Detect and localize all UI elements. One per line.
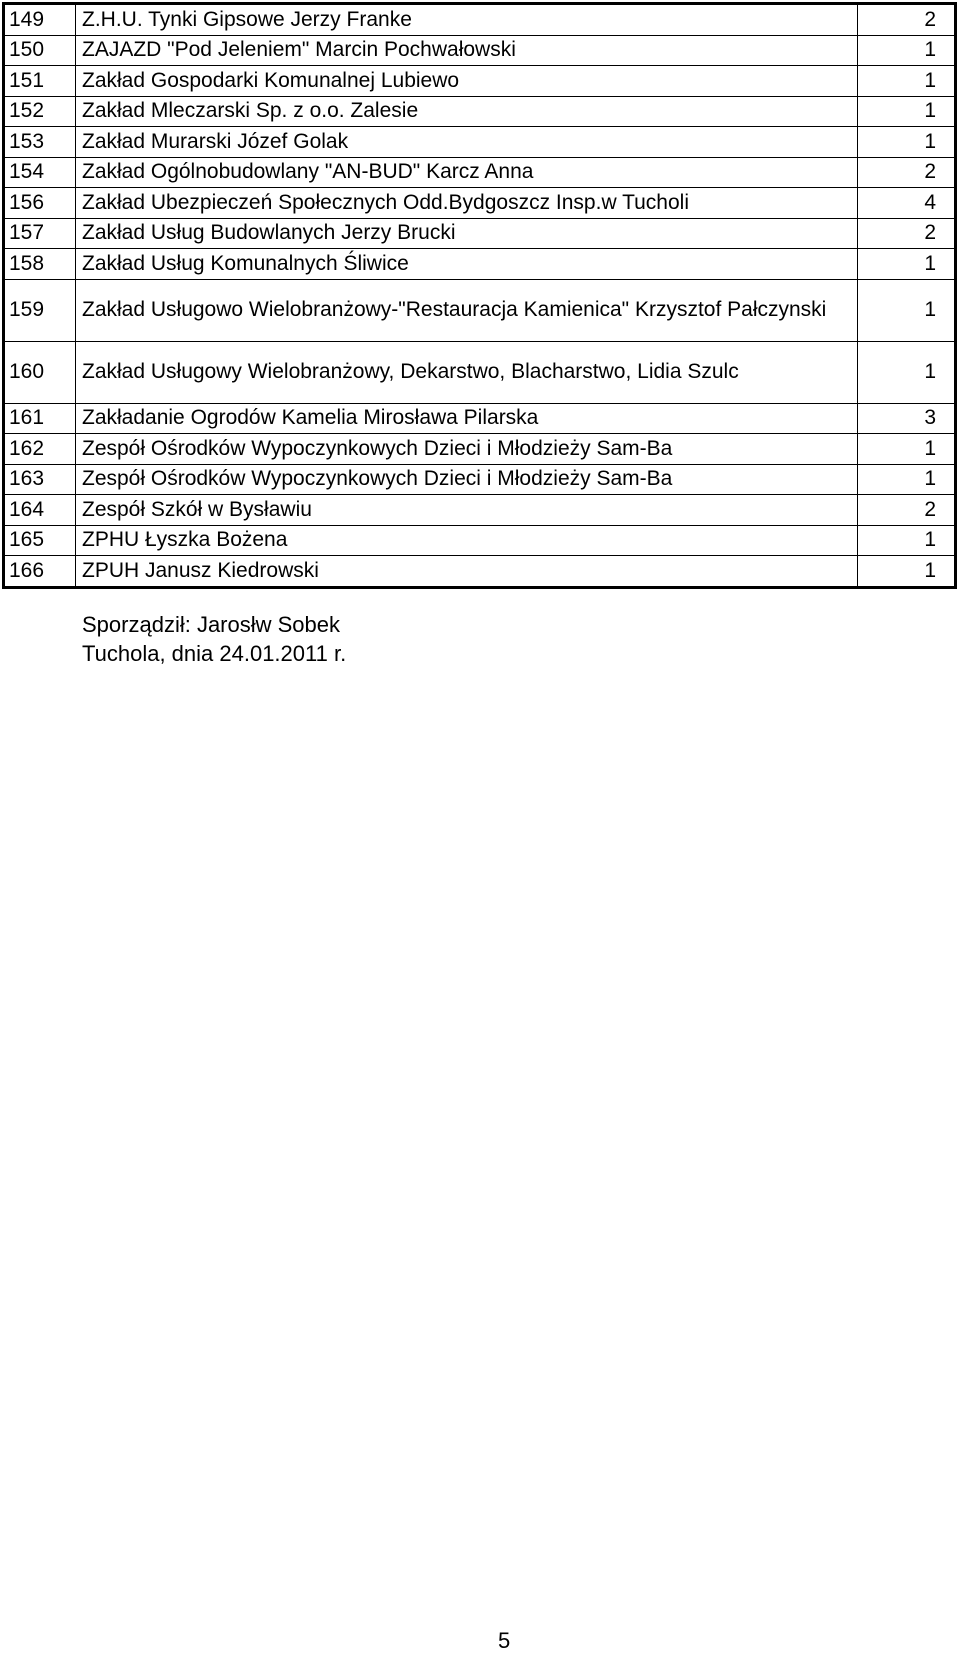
table-row: [4, 188, 956, 219]
count-value: 3: [858, 403, 956, 434]
row-number: 159: [4, 279, 76, 341]
employer-name: Zespół Ośrodków Wypoczynkowych Dzieci i Młodzieży Sam-Ba: [76, 464, 858, 495]
row-number: 157: [4, 218, 76, 249]
row-number: 163: [4, 464, 76, 495]
row-number: 164: [4, 495, 76, 526]
row-number: 158: [4, 249, 76, 280]
table-row: [4, 556, 956, 588]
row-number: 160: [4, 341, 76, 403]
count-value: 1: [858, 434, 956, 465]
count-value: 1: [858, 96, 956, 127]
row-number: 151: [4, 66, 76, 97]
table-row: [4, 525, 956, 556]
prepared-by: Sporządził: Jarosłw Sobek: [82, 612, 341, 637]
employer-name: Zakład Gospodarki Komunalnej Lubiewo: [76, 66, 858, 97]
employer-name: ZAJAZD "Pod Jeleniem" Marcin Pochwałowski: [76, 35, 858, 66]
row-number: 161: [4, 403, 76, 434]
employer-name: Zakład Usługowy Wielobranżowy, Dekarstwo, Blacharstwo, Lidia Szulc: [76, 341, 858, 403]
employer-name: Zespół Szkół w Bysławiu: [76, 495, 858, 526]
count-value: 2: [858, 4, 956, 36]
row-number: 150: [4, 35, 76, 66]
employer-name: Zakład Mleczarski Sp. z o.o. Zalesie: [76, 96, 858, 127]
document-footer: [82, 610, 346, 668]
employer-name: Zakładanie Ogrodów Kamelia Mirosława Pilarska: [76, 403, 858, 434]
row-number: 149: [4, 4, 76, 36]
table-row: [4, 66, 956, 97]
employer-name: Zakład Usługowo Wielobranżowy-"Restauracja Kamienica" Krzysztof Pałczynski: [76, 279, 858, 341]
table-row: [4, 127, 956, 158]
count-value: 1: [858, 279, 956, 341]
employer-name: Zakład Usług Komunalnych Śliwice: [76, 249, 858, 280]
table-row: [4, 341, 956, 403]
count-value: 1: [858, 464, 956, 495]
count-value: 1: [858, 249, 956, 280]
table-row: [4, 96, 956, 127]
employer-name: Zespół Ośrodków Wypoczynkowych Dzieci i Młodzieży Sam-Ba: [76, 434, 858, 465]
table-row: [4, 35, 956, 66]
employer-list-table: [2, 2, 957, 589]
row-number: 165: [4, 525, 76, 556]
table-row: [4, 279, 956, 341]
row-number: 156: [4, 188, 76, 219]
employer-name: Zakład Murarski Józef Golak: [76, 127, 858, 158]
employer-name: Zakład Ubezpieczeń Społecznych Odd.Bydgoszcz Insp.w Tucholi: [76, 188, 858, 219]
count-value: 2: [858, 157, 956, 188]
row-number: 152: [4, 96, 76, 127]
count-value: 1: [858, 525, 956, 556]
count-value: 4: [858, 188, 956, 219]
count-value: 1: [858, 35, 956, 66]
row-number: 166: [4, 556, 76, 588]
employer-name: ZPHU Łyszka Bożena: [76, 525, 858, 556]
count-value: 1: [858, 341, 956, 403]
table-row: [4, 4, 956, 36]
row-number: 154: [4, 157, 76, 188]
table-row: [4, 464, 956, 495]
table-row: [4, 157, 956, 188]
count-value: 1: [858, 66, 956, 97]
table-row: [4, 249, 956, 280]
table-row: [4, 403, 956, 434]
count-value: 1: [858, 127, 956, 158]
table-row: [4, 434, 956, 465]
row-number: 162: [4, 434, 76, 465]
count-value: 2: [858, 495, 956, 526]
place-date: Tuchola, dnia 24.01.2011 r.: [82, 641, 347, 666]
table-body: [4, 4, 956, 588]
table-row: [4, 218, 956, 249]
employer-name: Zakład Usług Budowlanych Jerzy Brucki: [76, 218, 858, 249]
employer-name: Z.H.U. Tynki Gipsowe Jerzy Franke: [76, 4, 858, 36]
count-value: 1: [858, 556, 956, 588]
row-number: 153: [4, 127, 76, 158]
employer-name: ZPUH Janusz Kiedrowski: [76, 556, 858, 588]
count-value: 2: [858, 218, 956, 249]
table-row: [4, 495, 956, 526]
page-number: 5: [498, 1628, 511, 1653]
employer-name: Zakład Ogólnobudowlany "AN-BUD" Karcz Anna: [76, 157, 858, 188]
